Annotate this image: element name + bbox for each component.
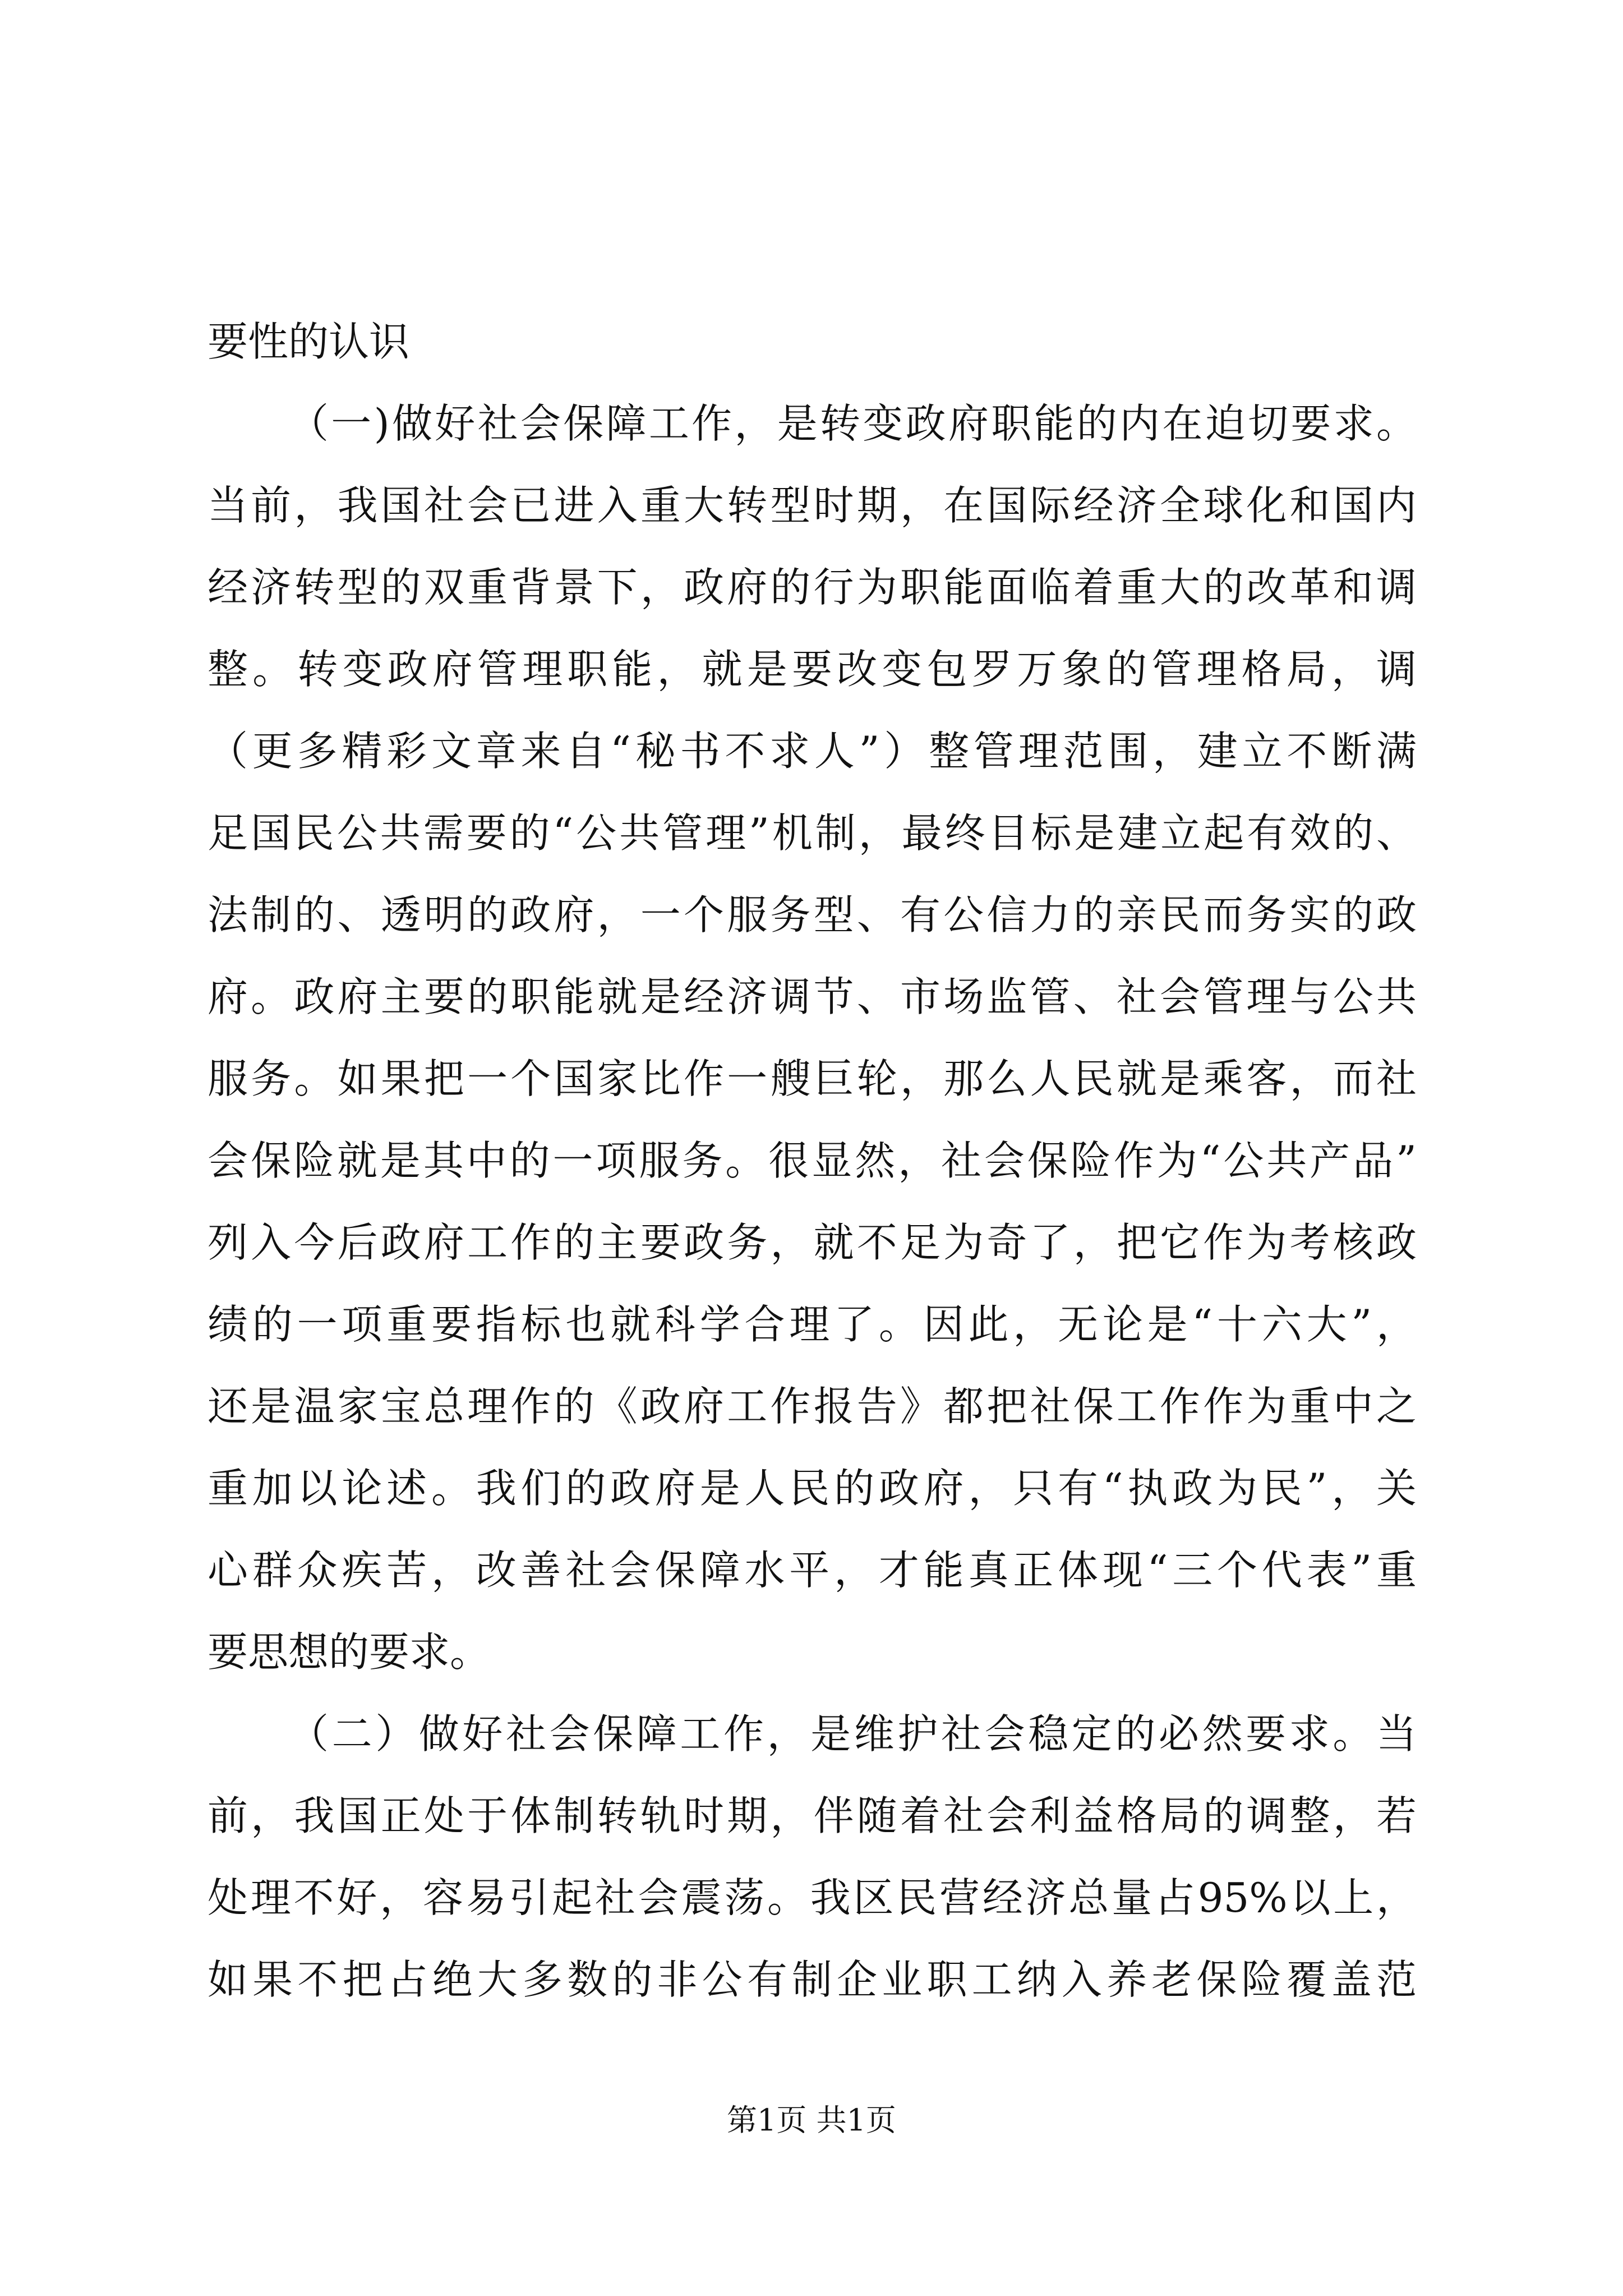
text-line: 要思想的要求。 xyxy=(208,1628,491,1676)
text-line: （一)做好社会保障工作，是转变政府职能的内在迫切要求。 xyxy=(288,400,1417,447)
text-line: 处理不好，容易引起社会震荡。我区民营经济总量占95%以上， xyxy=(208,1874,1417,1921)
document-body xyxy=(208,301,1417,2021)
text-line: （更多精彩文章来自“秘书不求人”）整管理范围，建立不断满 xyxy=(208,728,1417,775)
text-line: 服务。如果把一个国家比作一艘巨轮，那么人民就是乘客，而社 xyxy=(208,1055,1417,1102)
text-line: 前，我国正处于体制转轨时期，伴随着社会利益格局的调整，若 xyxy=(208,1792,1417,1839)
text-line: 列入今后政府工作的主要政务，就不足为奇了，把它作为考核政 xyxy=(208,1219,1417,1266)
text-line: 法制的、透明的政府，一个服务型、有公信力的亲民而务实的政 xyxy=(208,891,1417,938)
text-line: 要性的认识 xyxy=(208,318,410,365)
text-line: 重加以论述。我们的政府是人民的政府，只有“执政为民”，关 xyxy=(208,1465,1417,1512)
text-line: 心群众疾苦，改善社会保障水平，才能真正体现“三个代表”重 xyxy=(208,1547,1417,1594)
text-line: 当前，我国社会已进入重大转型时期，在国际经济全球化和国内 xyxy=(208,482,1417,529)
text-line: 足国民公共需要的“公共管理”机制，最终目标是建立起有效的、 xyxy=(208,809,1417,857)
text-line: 还是温家宝总理作的《政府工作报告》都把社保工作作为重中之 xyxy=(208,1383,1417,1430)
text-line: 整。转变政府管理职能，就是要改变包罗万象的管理格局，调 xyxy=(208,646,1417,693)
text-line: 经济转型的双重背景下，政府的行为职能面临着重大的改革和调 xyxy=(208,564,1417,611)
page-number: 第1页 共1页 xyxy=(727,2102,896,2138)
text-line: 府。政府主要的职能就是经济调节、市场监管、社会管理与公共 xyxy=(208,973,1417,1020)
text-line: 如果不把占绝大多数的非公有制企业职工纳入养老保险覆盖范 xyxy=(208,1956,1417,2003)
text-line: 绩的一项重要指标也就科学合理了。因此，无论是“十六大”， xyxy=(208,1301,1417,1348)
text-line: （二）做好社会保障工作，是维护社会稳定的必然要求。当 xyxy=(288,1710,1417,1757)
text-line: 会保险就是其中的一项服务。很显然，社会保险作为“公共产品” xyxy=(208,1137,1417,1184)
